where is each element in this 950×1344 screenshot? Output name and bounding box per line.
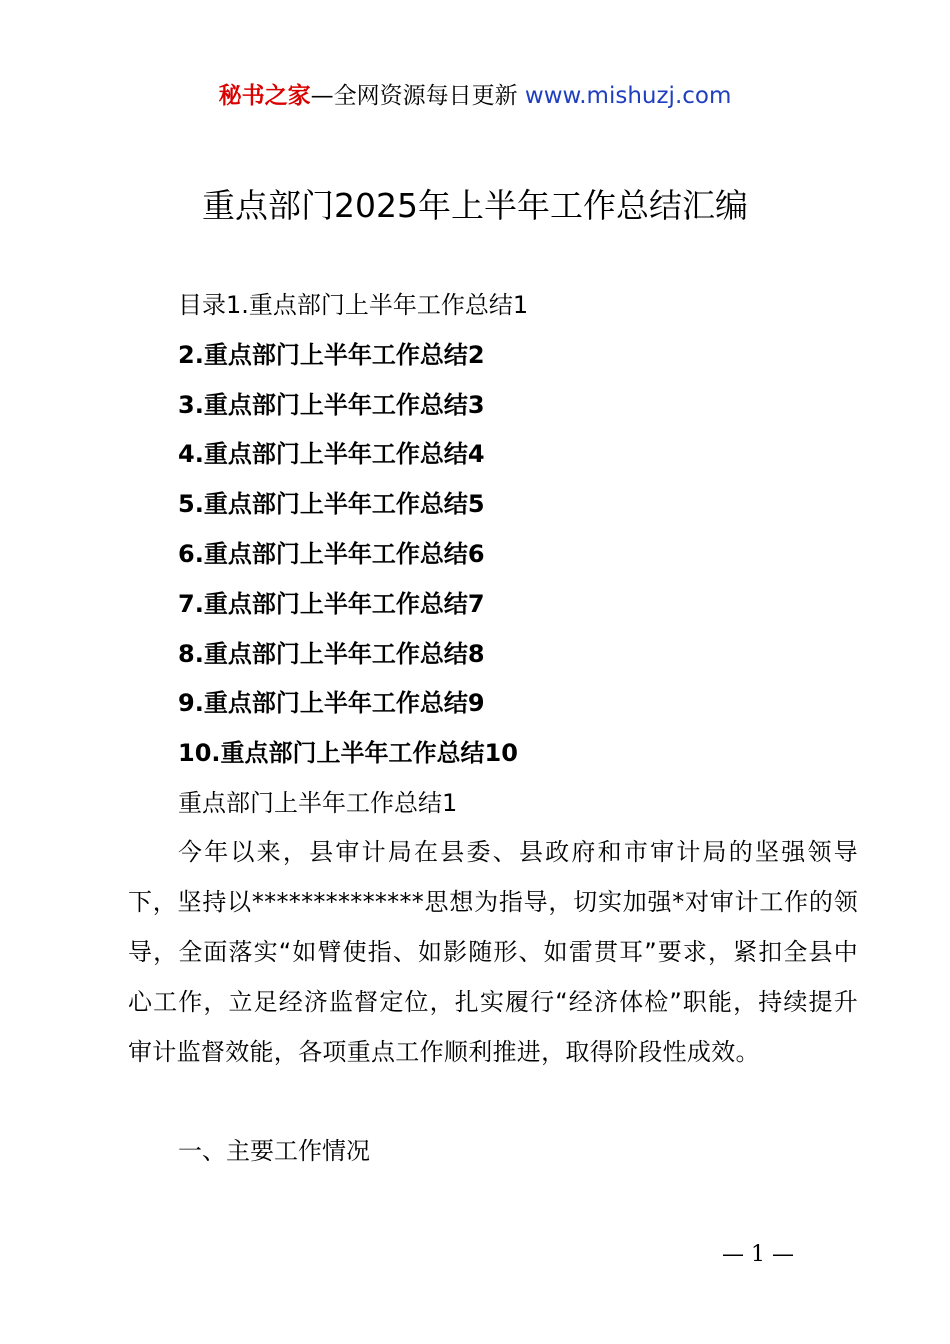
toc-item: 7.重点部门上半年工作总结7 <box>178 590 485 618</box>
section-title: 重点部门上半年工作总结1 <box>178 789 458 817</box>
banner-slogan: —全网资源每日更新 <box>310 83 525 109</box>
toc-item: 3.重点部门上半年工作总结3 <box>178 391 485 419</box>
body-paragraph: 今年以来，县审计局在县委、县政府和市审计局的坚强领导下，坚持以**************思想为指导，切实加强*对审计工作的领导，全面落实“如臂使指、如影随形、如雷贯耳”要求，紧扣全县中心工作，立足经济监督定位，扎实履行“经济体检”职能，持续提升审计监督效能，各项重点工作顺利推进，取得阶段性成效。 <box>128 838 858 1066</box>
toc-item: 6.重点部门上半年工作总结6 <box>178 540 485 568</box>
heading-main-work: 一、主要工作情况 <box>178 1137 370 1165</box>
toc-item: 9.重点部门上半年工作总结9 <box>178 689 485 717</box>
toc-item: 5.重点部门上半年工作总结5 <box>178 490 485 518</box>
toc-first-line: 目录1.重点部门上半年工作总结1 <box>178 291 529 319</box>
toc-item: 8.重点部门上半年工作总结8 <box>178 640 485 668</box>
brand-name: 秘书之家 <box>218 83 311 109</box>
document-title: 重点部门2025年上半年工作总结汇编 <box>202 186 748 225</box>
toc-item: 10.重点部门上半年工作总结10 <box>178 739 518 767</box>
toc-item: 2.重点部门上半年工作总结2 <box>178 341 485 369</box>
site-banner <box>0 80 950 112</box>
page-number: — 1 — <box>722 1242 794 1267</box>
toc-item: 4.重点部门上半年工作总结4 <box>178 440 485 468</box>
site-url[interactable]: www.mishuzj.com <box>524 83 732 109</box>
